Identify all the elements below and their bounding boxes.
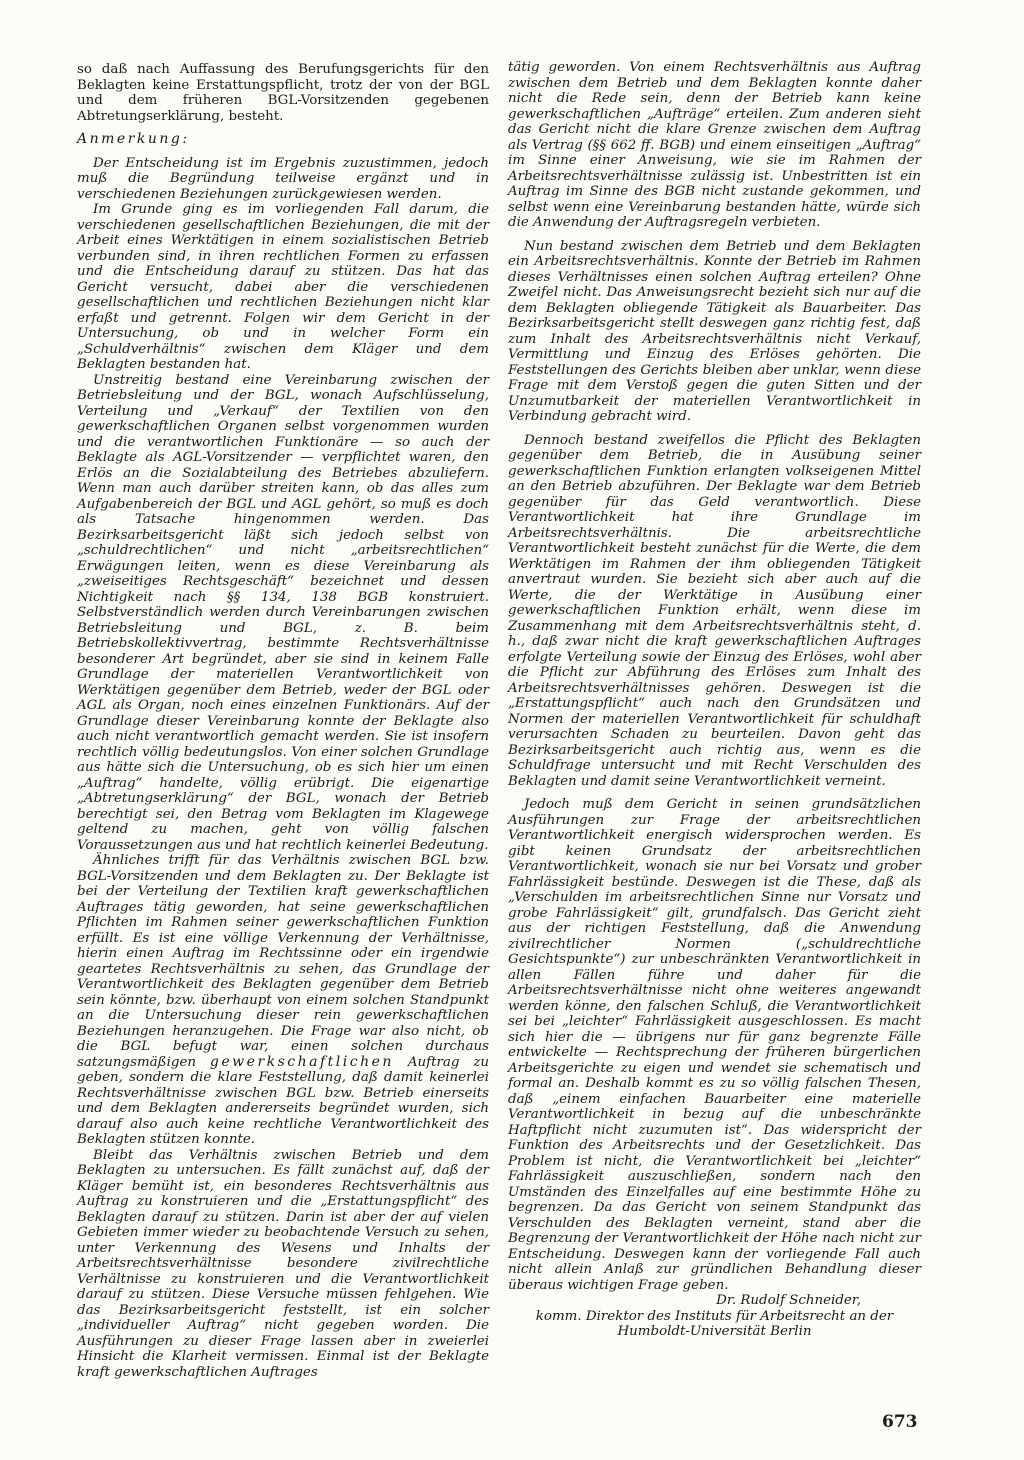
- remark-paragraph-5: Bleibt das Verhältnis zwischen Betrieb und dem Beklagten zu untersuchen. Es fällt zunächst auf, daß der Kläger bemüht ist, ein besonderes Rechtsverhältnis aus Auftrag zu konstruieren und die „Erstattungspflicht“ des Beklagten darauf zu stützen. Darin ist aber der auf vielen Gebieten immer wieder zu beobachtende Versuch zu sehen, unter Verkennung des Wesens und Inhalts der Arbeitsrechtsverhältnisse besondere zivilrechtliche Verhältnisse zu konstruieren und die Verantwortlichkeit darauf zu stützen. Diese Versuche müssen fehlgehen. Wie das Bezirksarbeitsgericht feststellt, ist ein solcher „individueller Auftrag“ nicht gegeben worden. Die Ausführungen zu dieser Frage lassen aber in zweierlei Hinsicht die Klarheit vermissen. Einmal ist der Beklagte kraft gewerkschaftlichen Auftrages: [77, 1147, 489, 1380]
- remark-paragraph-1: Der Entscheidung ist im Ergebnis zuzustimmen, jedoch muß die Begründung teilweise ergänzt und in verschiedenen Beziehungen zurückgewiesen werden.: [77, 155, 489, 202]
- intro-paragraph: so daß nach Auffassung des Berufungsgerichts für den Beklagten keine Erstattungspflicht, trotz der von der BGL und dem früheren BGL-Vorsitzenden gegebenen Abtretungserklärung, besteht.: [77, 62, 489, 124]
- right-paragraph-2: Nun bestand zwischen dem Betrieb und dem Beklagten ein Arbeitsrechtsverhältnis. Konnte der Betrieb im Rahmen dieses Verhältnisses einen solchen Auftrag erteilen? Ohne Zweifel nicht. Das Anweisungsrecht bezieht sich nur auf die dem Beklagten obliegende Tätigkeit als Bauarbeiter. Das Bezirksarbeitsgericht stellt deswegen ganz richtig fest, daß zum Inhalt des Arbeitsrechtsverhältnis nicht Verkauf, Vermittlung und Einzug des Erlöses gehörten. Die Feststellungen des Gerichts bleiben aber unklar, wenn diese Frage mit dem Verstoß gegen die guten Sitten und der Unzumutbarkeit der materiellen Verantwortlichkeit in Verbindung gebracht wird.: [508, 238, 921, 424]
- author-name: Dr. Rudolf Schneider,: [716, 1293, 861, 1308]
- remark-heading: Anmerkung:: [77, 131, 190, 147]
- page-number: 673: [882, 1412, 918, 1432]
- left-column: [77, 62, 489, 1380]
- right-column: [508, 60, 921, 1340]
- remark-paragraph-2: Im Grunde ging es im vorliegenden Fall darum, die verschiedenen gesellschaftlichen Beziehungen, die mit der Arbeit eines Werktätigen in einem sozialistischen Betrieb verbunden sind, in ihren rechtlichen Formen zu erfassen und die Entscheidung darauf zu stützen. Das hat das Gericht versucht, dabei aber die verschiedenen gesellschaftlichen und rechtlichen Beziehungen nicht klar erfaßt und getrennt. Folgen wir dem Gericht in der Untersuchung, ob und in welcher Form ein „Schuldverhältnis“ zwischen dem Kläger und dem Beklagten bestanden hat.: [77, 202, 489, 372]
- right-paragraph-4: Jedoch muß dem Gericht in seinen grundsätzlichen Ausführungen zur Frage der arbeitsrechtlichen Verantwortlichkeit energisch widersprochen werden. Es gibt keinen Grundsatz der arbeitsrechtlichen Verantwortlichkeit, wonach sie nur bei Vorsatz und grober Fahrlässigkeit bestünde. Deswegen ist die These, daß als „Verschulden im arbeitsrechtlichen Sinne nur Vorsatz und grobe Fahrlässigkeit“ gilt, grundfalsch. Das Gericht zieht aus der richtigen Feststellung, daß die Anwendung zivilrechtlicher Normen („schuldrechtliche Gesichtspunkte“) zur unbeschränkten Verantwortlichkeit in allen Fällen führe und daher für die Arbeitsrechtsverhältnisse nicht ohne weiteres angewandt werden könne, den falschen Schluß, die Verantwortlichkeit sei bei „leichter“ Fahrlässigkeit ausgeschlossen. Es macht sich hier die — übrigens nur für ganz begrenzte Fälle entwickelte — Rechtsprechung der früheren bürgerlichen Arbeitsgerichte zu eigen und wendet sie schematisch und formal an. Deshalb kommt es zu so völlig falschen Thesen, daß „einem einfachen Bauarbeiter eine materielle Verantwortlichkeit in bezug auf die unbeschränkte Haftpflicht nicht zuzumuten ist“. Das widerspricht der Funktion des Arbeitsrechts und der Gesetzlichkeit. Das Problem ist nicht, die Verantwortlichkeit bei „leichter“ Fahrlässigkeit auszuschließen, sondern nach den Umständen des Einzelfalles auf eine bestimmte Höhe zu begrenzen. Da das Gericht von seinem Standpunkt das Verschulden des Beklagten verneint, stand aber die Begrenzung der Verantwortlichkeit der Höhe nach nicht zur Entscheidung. Deswegen kann der vorliegende Fall auch nicht allein Anlaß zur gründlichen Behandlung dieser überaus wichtigen Frage geben.: [508, 797, 921, 1293]
- remark-paragraph-4-text: Ähnliches trifft für das Verhältnis zwischen BGL bzw. BGL-Vorsitzenden und dem Beklagten zu. Der Beklagte ist bei der Verteilung der Textilien kraft gewerkschaftlichen Auftrages tätig geworden, hat seine gewerkschaftlichen Pflichten im Rahmen seiner gewerkschaftlichen Funktion erfüllt. Es ist eine völlige Verkennung der Verhältnisse, hierin einen Auftrag im Rechtssinne oder ein irgendwie geartetes Rechtsverhältnis zu sehen, das Grundlage der Verantwortlichkeit des Beklagten gegenüber dem Betrieb sein könnte, bzw. überhaupt von einem solchen Standpunkt an die Untersuchung dieser rein gewerkschaftlichen Beziehungen heranzugehen. Die Frage war also nicht, ob die BGL befugt war, einen solchen durchaus satzungsmäßigen: [77, 853, 489, 1070]
- remark-paragraph-4: [77, 853, 489, 1148]
- author-affiliation-1: komm. Direktor des Instituts für Arbeitsrecht an der: [535, 1308, 894, 1324]
- right-paragraph-1: tätig geworden. Von einem Rechtsverhältnis aus Auftrag zwischen dem Betrieb und dem Beklagten konnte daher nicht die Rede sein, denn der Betrieb kann keine gewerkschaftlichen „Aufträge“ erteilen. Zum anderen sieht das Gericht nicht die klare Grenze zwischen dem Auftrag als Vertrag (§§ 662 ff. BGB) und einem einseitigen „Auftrag“ im Sinne einer Anweisung, wie sie im Rahmen der Arbeitsrechtsverhältnisse zulässig ist. Unbestritten ist ein Auftrag im Sinne des BGB nicht zustande gekommen, und selbst wenn eine Vereinbarung bestanden hätte, würde sich die Anwendung der Auftragsregeln verbieten.: [508, 60, 921, 230]
- right-paragraph-3: Dennoch bestand zweifellos die Pflicht des Beklagten gegenüber dem Betrieb, die in Ausübung seiner gewerkschaftlichen Funktion erlangten volkseigenen Mittel an den Betrieb abzuführen. Der Beklagte war dem Betrieb gegenüber für das Geld verantwortlich. Diese Verantwortlichkeit hat ihre Grundlage im Arbeitsrechtsverhältnis. Die arbeitsrechtliche Verantwortlichkeit besteht zunächst für die Werte, die dem Werktätigen im Rahmen der ihm obliegenden Tätigkeit anvertraut wurden. Sie bezieht sich aber auch auf die Werte, die der Werktätige in Ausübung einer gewerkschaftlichen Funktion erhält, wenn diese im Zusammenhang mit dem Arbeitsrechtsverhältnis steht, d. h., daß zwar nicht die kraft gewerkschaftlichen Auftrages erfolgte Verteilung sowie der Einzug des Erlöses, wohl aber die Pflicht zur Abführung des Erlöses zum Inhalt des Arbeitsrechtsverhältnisses gehören. Deswegen ist die „Erstattungspflicht“ auch nach den Grundsätzen und Normen der materiellen Verantwortlichkeit für schuldhaft verursachten Schaden zu beurteilen. Davon geht das Bezirksarbeitsgericht auch richtig aus, wenn es die Schuldfrage untersucht und mit Recht Verschulden des Beklagten und damit seine Verantwortlichkeit verneint.: [508, 432, 921, 789]
- author-affiliation-2: Humboldt-Universität Berlin: [617, 1324, 812, 1339]
- remark-paragraph-3: Unstreitig bestand eine Vereinbarung zwischen der Betriebsleitung und der BGL, wonach Aufschlüsselung, Verteilung und „Verkauf“ der Textilien von den gewerkschaftlichen Organen selbst vorgenommen wurden und die verantwortlichen Funktionäre — so auch der Beklagte als AGL-Vorsitzender — verpflichtet waren, den Erlös an die Sozialabteilung des Betriebes abzuliefern. Wenn man auch darüber streiten kann, ob das alles zum Aufgabenbereich der BGL und AGL gehört, so muß es doch als Tatsache hingenommen werden. Das Bezirksarbeitsgericht läßt sich jedoch selbst von „schuldrechtlichen“ und nicht „arbeitsrechtlichen“ Erwägungen leiten, wenn es diese Vereinbarung als „zweiseitiges Rechtsgeschäft“ bezeichnet und dessen Nichtigkeit nach §§ 134, 138 BGB konstruiert. Selbstverständlich werden durch Vereinbarungen zwischen Betriebsleitung und BGL, z. B. beim Betriebskollektivvertrag, bestimmte Rechtsverhältnisse besonderer Art begründet, aber sie sind in keinem Falle Grundlage der materiellen Verantwortlichkeit von Werktätigen gegenüber dem Betrieb, weder der BGL oder AGL als Organ, noch eines einzelnen Funktionärs. Auf der Grundlage dieser Vereinbarung konnte der Beklagte also auch nicht verantwortlich gemacht werden. Sie ist insofern rechtlich völlig bedeutungslos. Von einer solchen Grundlage aus hätte sich die Untersuchung, ob es sich hier um einen „Auftrag“ handelte, völlig erübrigt. Die eigenartige „Abtretungserklärung“ der BGL, wonach der Betrieb berechtigt sei, den Betrag vom Beklagten im Klagewege geltend zu machen, geht von völlig falschen Voraussetzungen aus und hat rechtlich keinerlei Bedeutung.: [77, 372, 489, 853]
- remark-paragraph-4-spaced: gewerkschaftlichen: [209, 1053, 394, 1070]
- remark-paragraph-4-rest: Auftrag zu geben, sondern die klare Feststellung, daß damit keinerlei Rechtsverhältnisse zwischen BGL bzw. Betrieb einerseits und dem Beklagten andererseits begründet wurden, sich darauf also auch keine rechtliche Verantwortlichkeit des Beklagten stützen konnte.: [77, 1054, 490, 1147]
